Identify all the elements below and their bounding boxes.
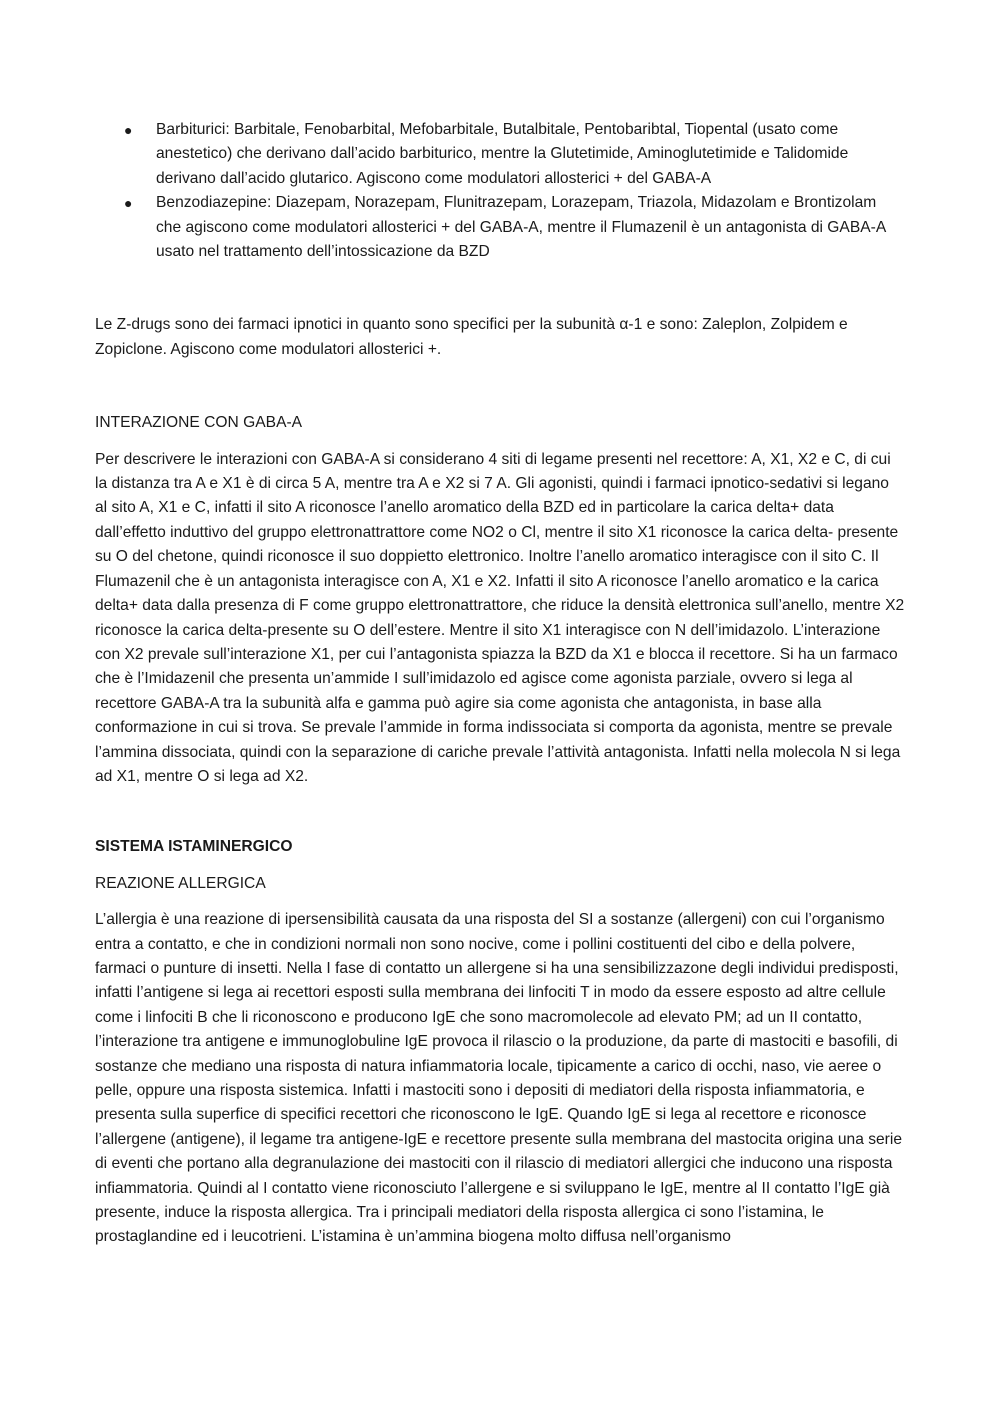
spacer (95, 436, 905, 448)
document-body (95, 118, 905, 1250)
drug-class-list (95, 118, 905, 264)
spacer (95, 896, 905, 908)
spacer (95, 789, 905, 835)
spacer (95, 264, 905, 313)
gaba-paragraph: Per descrivere le interazioni con GABA-A si considerano 4 siti di legame presenti nel recettore: A, X1, X2 e C, di cui la distanza tra A e X1 è di circa 5 A, mentre tra A e X2 si 7 A. Gli agonisti, quindi i farmaci ipnotico-sedativi si legano al sito A, X1 e C, infatti il sito A riconosce l’anello aromatico della BZD ed in particolare la carica delta+ data dall’effetto induttivo del gruppo elettronattrattore come NO2 o Cl, mentre il sito X1 riconosce la carica delta- presente su O del chetone, quindi riconosce il suo doppietto elettronico. Inoltre l’anello aromatico interagisce con il sito C. Il Flumazenil che è un antagonista interagisce con A, X1 e X2. Infatti il sito A riconosce l’anello aromatico e la carica delta+ data dalla presenza di F come gruppo elettronattrattore, che riduce la densità elettronica sull’anello, mentre X2 riconosce la carica delta-presente su O dell’estere. Mentre il sito X1 interagisce con N dell’imidazolo. L’interazione con X2 prevale sull’interazione X1, per cui l’antagonista spiazza la BZD da X1 e blocca il recettore. Si ha un farmaco che è l’Imidazenil che presenta un’ammide I sull’imidazolo ed agisce come agonista parziale, ovvero si lega al recettore GABA-A tra la subunità alfa e gamma può agire sia come agonista che antagonista, in base alla conformazione in cui si trova. Se prevale l’ammide in forma indissociata si comporta da agonista, mentre se prevale l’ammina dissociata, quindi con la separazione di cariche prevale l’attività antagonista. Infatti nella molecola N si lega ad X1, mentre O si lega ad X2. (95, 450, 905, 785)
list-item-text: Barbiturici: Barbitale, Fenobarbital, Mefobarbitale, Butalbitale, Pentobaribtal, Tiopental (usato come anestetico) che derivano dall’acido barbiturico, mentre la Glutetimide, Aminoglutetimide e Talidomide derivano dall’acido glutarico. Agiscono come modulatori allosterici + del GABA-A (156, 121, 849, 187)
allergy-heading: REAZIONE ALLERGICA (95, 874, 266, 892)
list-item-benzodiazepine (95, 191, 905, 264)
spacer (95, 860, 905, 872)
bullet-icon: ● (124, 195, 133, 212)
list-item-text: Benzodiazepine: Diazepam, Norazepam, Flunitrazepam, Lorazepam, Triazola, Midazolam e Brontizolam che agiscono come modulatori allosterici + del GABA-A, mentre il Flumazenil è un antagonista di GABA-A usato nel trattamento dell’intossicazione da BZD (156, 194, 886, 261)
gaba-heading: INTERAZIONE CON GABA-A (95, 414, 303, 432)
section-title: SISTEMA ISTAMINERGICO (95, 838, 293, 856)
list-item-barbiturici (95, 118, 905, 191)
zdrugs-paragraph: Le Z-drugs sono dei farmaci ipnotici in quanto sono specifici per la subunità α-1 e sono: Zaleplon, Zolpidem e Zopiclone. Agiscono come modulatori allosterici +. (95, 316, 848, 358)
allergy-paragraph: L’allergia è una reazione di ipersensibilità causata da una risposta del SI a sostanze (allergeni) con cui l’organismo entra a contatto, e che in condizioni normali non sono nocive, come i pollini costituenti del cibo e della polvere, farmaci o punture di insetti. Nella I fase di contatto un allergene si ha una sensibilizzazone degli individui predisposti, infatti l’antigene si lega ai recettori esposti sulla membrana dei linfociti T in modo da essere esposto ad altre cellule come i linfociti B che li riconoscono e producono IgE che sono macromolecole ad elevato PM; ad un II contatto, l’interazione tra antigene e immunoglobuline IgE provoca il rilascio o la produzione, da parte di mastociti e basofili, di sostanze che mediano una risposta di natura infiammatoria locale, tipicamente a carico di occhi, naso, vie aeree o pelle, oppure una risposta sistemica. Infatti i mastociti sono i depositi di mediatori della risposta infiammatoria, e presenta sulla superfice di specifici recettori che riconoscono le IgE. Quando IgE si lega al recettore e riconosce l’allergene (antigene), il legame tra antigene-IgE e recettore presente sulla membrana del mastocita origina una serie di eventi che portano alla degranulazione dei mastociti con il rilascio di mediatori allergici che inducono una risposta infiammatoria. Quindi al I contatto viene riconosciuto l’allergene e si sviluppano le IgE, mentre al II contatto l’IgE già presente, induce la risposta allergica. Tra i principali mediatori della risposta allergica ci sono l’istamina, le prostaglandine ed i leucotrieni. L’istamina è un’ammina biogena molto diffusa nell’organismo (95, 911, 902, 1246)
bullet-icon: ● (124, 122, 133, 138)
spacer (95, 362, 905, 411)
